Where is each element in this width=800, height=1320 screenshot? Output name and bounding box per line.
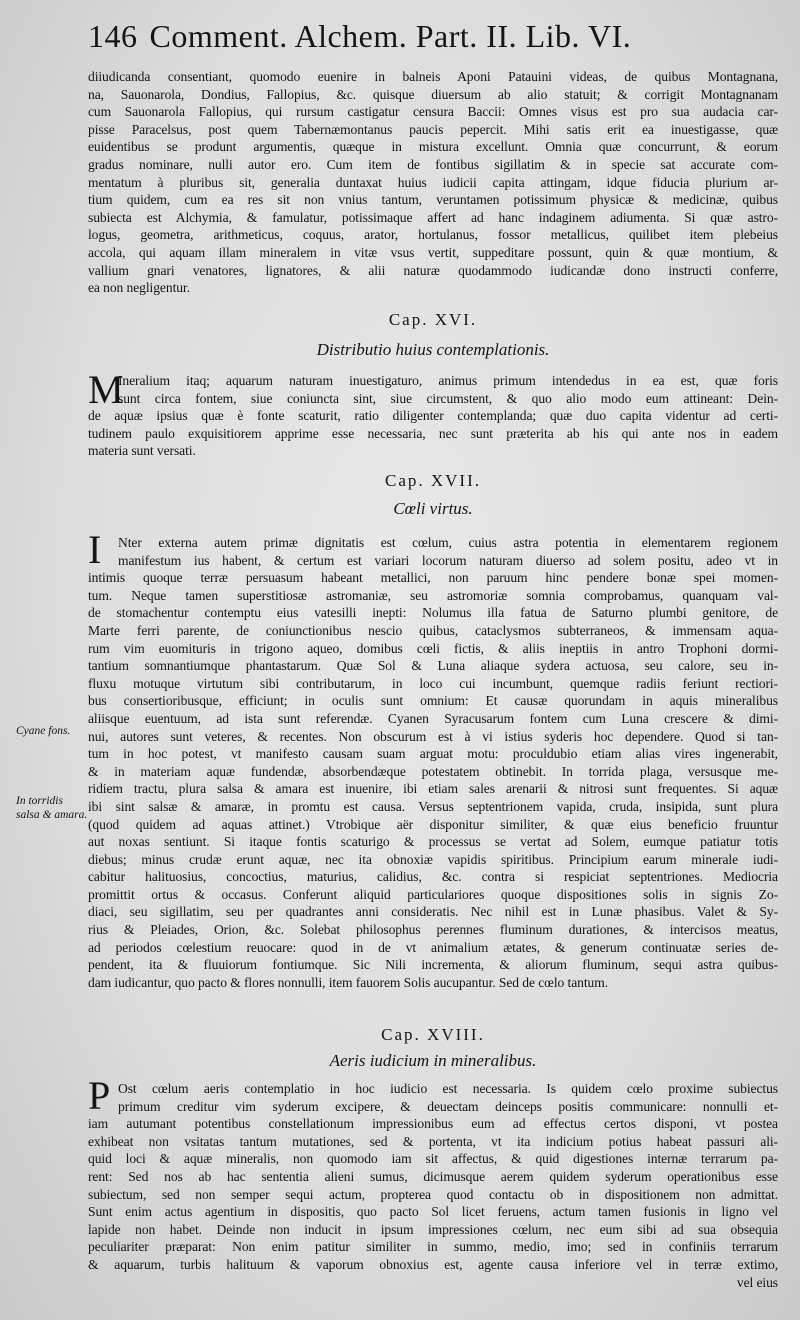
- text-line: accola, qui aquam illam mineralem in vitæ vsus vertit, suppeditare possunt, quin & quæ montium, &: [88, 244, 778, 260]
- text-line: ridiem tractu, plura salsa & amara est inuenire, ibi etiam sales arenarii & nitrosi sunt frequentes. Si aquæ: [88, 781, 778, 797]
- text-line: tum. Neque tamen superstitiosæ astromaniæ, seu astromoriæ somnia comprobamus, quanquam val-: [88, 587, 778, 603]
- text-line: pendent, ita & fluuiorum fontiumque. Sic Nili incrementa, & aliorum fluminum, sequi astra quibus-: [88, 957, 778, 973]
- text-line: subiecta est Alchymia, & famulatur, potissimaque affert ad hanc indaginem adiumenta. Si quæ astro-: [88, 209, 778, 225]
- text-line: sunt circa fontem, siue coniuncta sint, siue circumstent, & quo alio modo eum attineant: Dein-: [118, 390, 778, 406]
- text-line: mentatum à pluribus sit, generalia duntaxat huius iudicii capita attingam, idque fiducia plurium ar-: [88, 174, 778, 190]
- text-line: nui, autores sunt veteres, & recentes. Non obscurum est à vi istius syderis hoc dependere. Quod si tan-: [88, 728, 778, 744]
- text-line: aut noxas sentiunt. Si itaque fontis scaturigo & processus se vertat ad Solem, eumque patiatur totis: [88, 834, 778, 850]
- text-line: ea non negligentur.: [88, 280, 190, 296]
- text-line: manifestum ius habent, & certum est variari locorum naturam diuerso ad solem positu, adeo vt in: [118, 552, 778, 568]
- text-line: & aquarum, turbis halituum & vaporum obnoxius est, agente causa inferiore vel in terræ extimo,: [88, 1256, 778, 1272]
- text-line: pisse Paracelsus, post quem Tabernæmontanus paucis pepercit. Mihi satis erit ea inuestigasse, quæ: [88, 121, 778, 137]
- running-title: Comment. Alchem. Part. II. Lib. VI.: [149, 18, 632, 54]
- text-line: vallium gnari venatores, lignatores, & alii naturæ quodammodo iudicandæ dono instructi conferre,: [88, 262, 778, 278]
- running-header: [88, 18, 631, 55]
- page-number: 146: [88, 18, 138, 54]
- text-line: gradus nominare, nulli autor ero. Cum item de fontibus sigillatim & in specie sat accurate com-: [88, 156, 778, 172]
- text-line: tantium somnantiumque phantastarum. Quæ Sol & Luna aliaque sydera actuosa, seu calore, seu in-: [88, 658, 778, 674]
- text-line: euidentibus se produnt argumentis, quæque in mistura excellunt. Omnia quæ concurrunt, & eorum: [88, 139, 778, 155]
- text-line: Sunt enim actus agentium in dispositis, quo pacto Sol licet feruens, actum tamen fusionis in ligno vel: [88, 1204, 778, 1220]
- chapter-subtitle-18: Aeris iudicium in mineralibus.: [329, 1051, 537, 1070]
- text-line: Ineralium itaq; aquarum naturam inuestigaturo, animus primum intendedus in ea est, quæ foris: [118, 373, 778, 388]
- text-line: diiudicanda consentiant, quomodo euenire in balneis Aponi Patauini videas, de quibus Montagnana,: [88, 69, 778, 84]
- text-line: tudinem paulo exquisitiorem apprime esse necessaria, nec sunt præterita ab his qui ante nos in eadem: [88, 425, 778, 441]
- drop-cap-p: P: [88, 1073, 111, 1118]
- text-line: & in materiam aquæ fundendæ, absorbendæque potestatem obtinebit. In torrida plaga, versusque me-: [88, 763, 778, 779]
- text-line: Ost cœlum aeris contemplatio in hoc iudicio est necessaria. Is quidem cœlo proxime subiectus: [118, 1081, 778, 1096]
- text-line: de stomachentur contemptu eius vatesilli inepti: Nolumus illa fatua de Saturno plumbi genitore, de: [88, 605, 778, 621]
- chapter-16-paragraph: [88, 367, 778, 460]
- text-line: tum in hoc potest, vt manifesto causam suam arguat motu: proculdubio etiam alias vires ingenerabit,: [88, 746, 778, 762]
- text-line: (quod quidem ad aquas attinet.) Vtrobique aër disponitur similiter, & quæ eius beneficio fruuntur: [88, 816, 778, 832]
- text-line: Marte ferri parente, de coniunctionibus nescio quibus, cataclysmos subterraneos, & immensam aqua-: [88, 622, 778, 638]
- text-line: quid loci & aquæ mineralis, non quomodo iam sit affectus, & quid digestiones internæ terrarum pa-: [88, 1151, 778, 1167]
- text-line: de aquæ ipsius quæ è fonte scaturit, ratio diligenter contemplanda; quæ duo capita videntur ad certi-: [88, 408, 778, 424]
- text-line: promittit ortus & occasus. Conferunt aliquid particulariores quoque dispositiones solis in signis Zo-: [88, 886, 778, 902]
- catchword: vel eius: [736, 1274, 778, 1290]
- chapter-18-paragraph: [88, 1080, 778, 1291]
- margin-note-torridis: In torridis salsa & amara.: [16, 795, 88, 821]
- text-line: peculiariter præparat: Non enim patitur similiter in summo, medio, imo; sed in confiniis terrarum: [88, 1239, 778, 1255]
- text-line: primum creditur vim syderum excipere, & deuectam deinceps positis communicare: nonnulli et-: [118, 1098, 778, 1114]
- text-line: cum Sauonarola Fallopius, qui rursum castigatur censura Baccii: Omnes visus est pro sua audacia car-: [88, 104, 778, 120]
- intro-paragraph: [88, 68, 778, 297]
- text-line: aliisque euentuum, ad ista sunt referendæ. Cyanen Syracusarum fontem cum Luna crescere & dimi-: [88, 710, 778, 726]
- drop-cap-m: M: [88, 367, 124, 412]
- text-line: tium quidem, cum ea res sit non vnius tantum, veruntamen potissimum physicæ & medicinæ, quibus: [88, 192, 778, 208]
- text-line: logus, geometra, arithmeticus, coquus, arator, hortulanus, fossor metallicus, quilibet item plebeius: [88, 227, 778, 243]
- text-line: diaci, seu sigillatim, seu per quadrantes anni consideratis. Nec nihil est in Lunæ phasibus. Valet & Sy-: [88, 904, 778, 920]
- text-line: diebus; minus crudæ erunt aquæ, nec ita obnoxiæ vapidis spiritibus. Principium earum minerale iudi-: [88, 851, 778, 867]
- text-line: rius & Pleiades, Orion, &c. Solebat philosophus perennes fluminum durationes, & intercisos meatus,: [88, 922, 778, 938]
- text-line: Nter externa autem primæ dignitatis est cœlum, cuius astra potentia in elementarem regionem: [118, 535, 778, 550]
- text-line: na, Sauonarola, Dondius, Fallopius, &c. quisque diuersum ab alio statuit; & corrigit Montagnanam: [88, 86, 778, 102]
- chapter-17-paragraph: [88, 534, 778, 991]
- text-line: cabitur halituosius, concoctius, maturius, calidius, &c. contra si respiciat septentriones. Mediocria: [88, 869, 778, 885]
- chapter-heading-18: Cap. XVIII.: [381, 1025, 485, 1044]
- text-line: subiectum, sed non semper sequi actum, propterea quod contactu ob in dispositionem non admittat.: [88, 1186, 778, 1202]
- text-line: materia sunt versati.: [88, 443, 196, 459]
- text-line: exhibeat non vsitatas tantum mutationes, sed & portenta, vt ita indicium potius habeat passuri ali-: [88, 1133, 778, 1149]
- drop-cap-i: I: [88, 527, 102, 572]
- text-line: lapide non habet. Deinde non inducit in ipsum impressiones cœlum, nec eum sibi ad sua obsequia: [88, 1221, 778, 1237]
- text-line: rent: Sed nos ab hac sententia alieni sumus, dicimusque aerem quidem syderum operationibus esse: [88, 1168, 778, 1184]
- margin-note-cyane: Cyane fons.: [16, 725, 71, 737]
- text-line: iam autumant potentibus constellationum impressionibus eum ad effectus certos disponi, vt postea: [88, 1116, 778, 1132]
- text-line: intimis quoque terræ persuasum habeant metallici, non paruum hinc pendere bonæ spei momen-: [88, 570, 778, 586]
- text-line: rum vim euomituris in trigono aqueo, domibus cœli fictis, & aliis ineptiis in antro Trophoni dormi-: [88, 640, 778, 656]
- text-line: ibi sint salsæ & amaræ, in promtu est causa. Versus septentrionem vapida, cruda, insipida, sunt plura: [88, 798, 778, 814]
- chapter-heading-16: Cap. XVI.: [388, 310, 478, 329]
- chapter-subtitle-16: Distributio huius contemplationis.: [316, 340, 550, 359]
- chapter-subtitle-17: Cœli virtus.: [393, 499, 473, 518]
- text-line: dam iudicantur, quo pacto & flores nonnulli, item fauorem Solis aucupantur. Sed de cœlo tantum.: [88, 974, 608, 990]
- text-line: bus consertioribusque, efficiunt; in oculis sunt omnium: Et causæ quorundam in aquis mineralibus: [88, 693, 778, 709]
- text-line: ad periodos cœlestium reuocare: quod in de vt animalium ætates, & generum continuatæ series de-: [88, 939, 778, 955]
- chapter-heading-17: Cap. XVII.: [384, 471, 481, 490]
- text-line: fluxu motuque virtutum sibi contributarum, in loco cui incumbunt, quemque radiis feriunt rectiori-: [88, 675, 778, 691]
